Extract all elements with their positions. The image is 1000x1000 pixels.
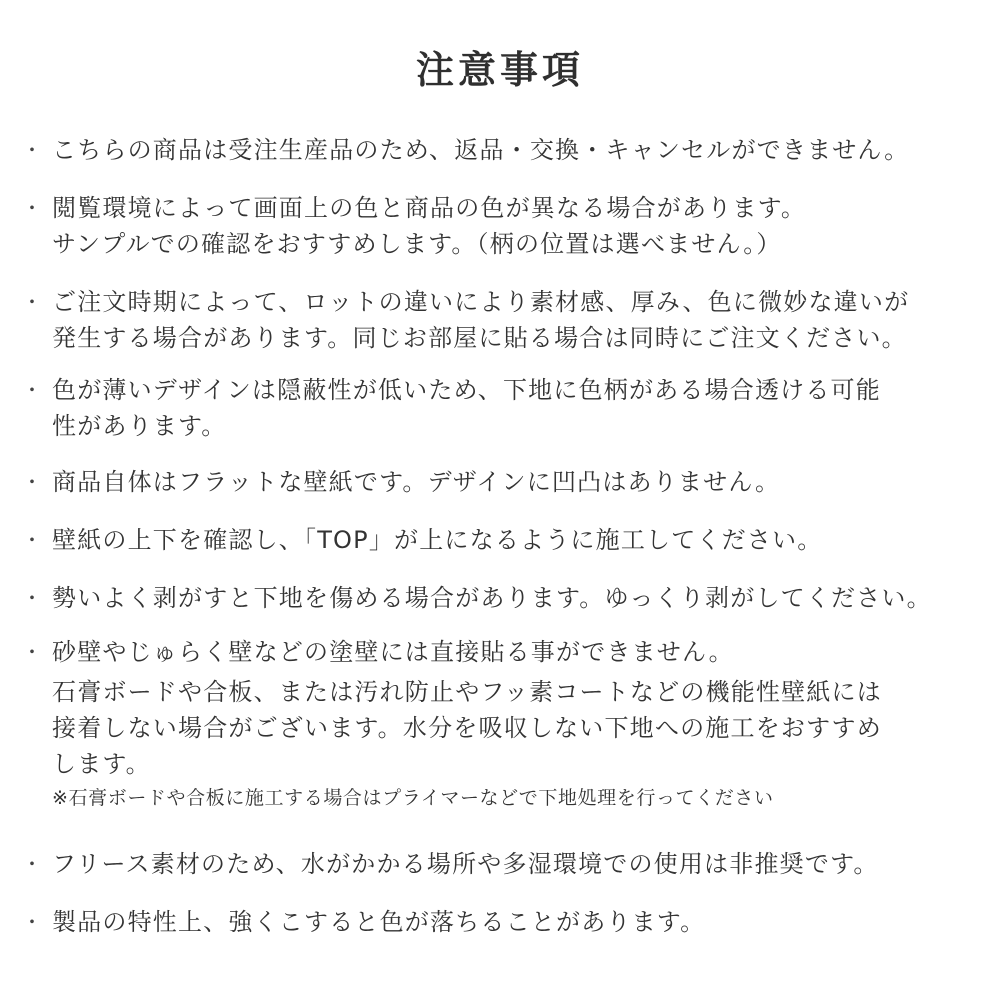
- bullet-mark: ・: [22, 138, 42, 162]
- bullet-mark: ・: [22, 640, 42, 664]
- notice-line: 発生する場合があります。同じお部屋に貼る場合は同時にご注文ください。: [52, 324, 907, 352]
- notice-line: サンプルでの確認をおすすめします。（柄の位置は選べません。）: [52, 230, 782, 258]
- notice-line: 製品の特性上、強くこすると色が落ちることがあります。: [52, 908, 706, 936]
- notice-line: こちらの商品は受注生産品のため、返品・交換・キャンセルができません。: [52, 136, 910, 164]
- bullet-mark: ・: [22, 528, 42, 552]
- notice-line: 性があります。: [52, 412, 227, 440]
- notice-line: ご注文時期によって、ロットの違いにより素材感、厚み、色に微妙な違いが: [52, 288, 910, 316]
- notice-line: 商品自体はフラットな壁紙です。デザインに凹凸はありません。: [52, 468, 781, 496]
- notice-line: 石膏ボードや合板、または汚れ防止やフッ素コートなどの機能性壁紙には: [52, 678, 882, 706]
- notice-line: 色が薄いデザインは隠蔽性が低いため、下地に色柄がある場合透ける可能: [52, 376, 881, 404]
- notice-line: します。: [52, 750, 151, 778]
- notice-line: 勢いよく剥がすと下地を傷める場合があります。ゆっくり剥がしてください。: [52, 584, 932, 612]
- notice-line: 閲覧環境によって画面上の色と商品の色が異なる場合があります。: [52, 194, 807, 222]
- notice-line: 砂壁やじゅらく壁などの塗壁には直接貼る事ができません。: [52, 638, 734, 666]
- bullet-mark: ・: [22, 910, 42, 934]
- page-title: 注意事項: [415, 48, 584, 92]
- notice-footnote: ※石膏ボードや合板に施工する場合はプライマーなどで下地処理を行ってください: [52, 787, 774, 809]
- bullet-mark: ・: [22, 290, 42, 314]
- bullet-mark: ・: [22, 196, 42, 220]
- bullet-mark: ・: [22, 586, 42, 610]
- notice-line: 壁紙の上下を確認し、「TOP」が上になるように施工してください。: [52, 526, 823, 554]
- bullet-mark: ・: [22, 470, 42, 494]
- bullet-mark: ・: [22, 852, 42, 876]
- notice-line: フリース素材のため、水がかかる場所や多湿環境での使用は非推奨です。: [52, 850, 879, 878]
- notice-line: 接着しない場合がございます。水分を吸収しない下地への施工をおすすめ: [52, 714, 882, 742]
- bullet-mark: ・: [22, 378, 42, 402]
